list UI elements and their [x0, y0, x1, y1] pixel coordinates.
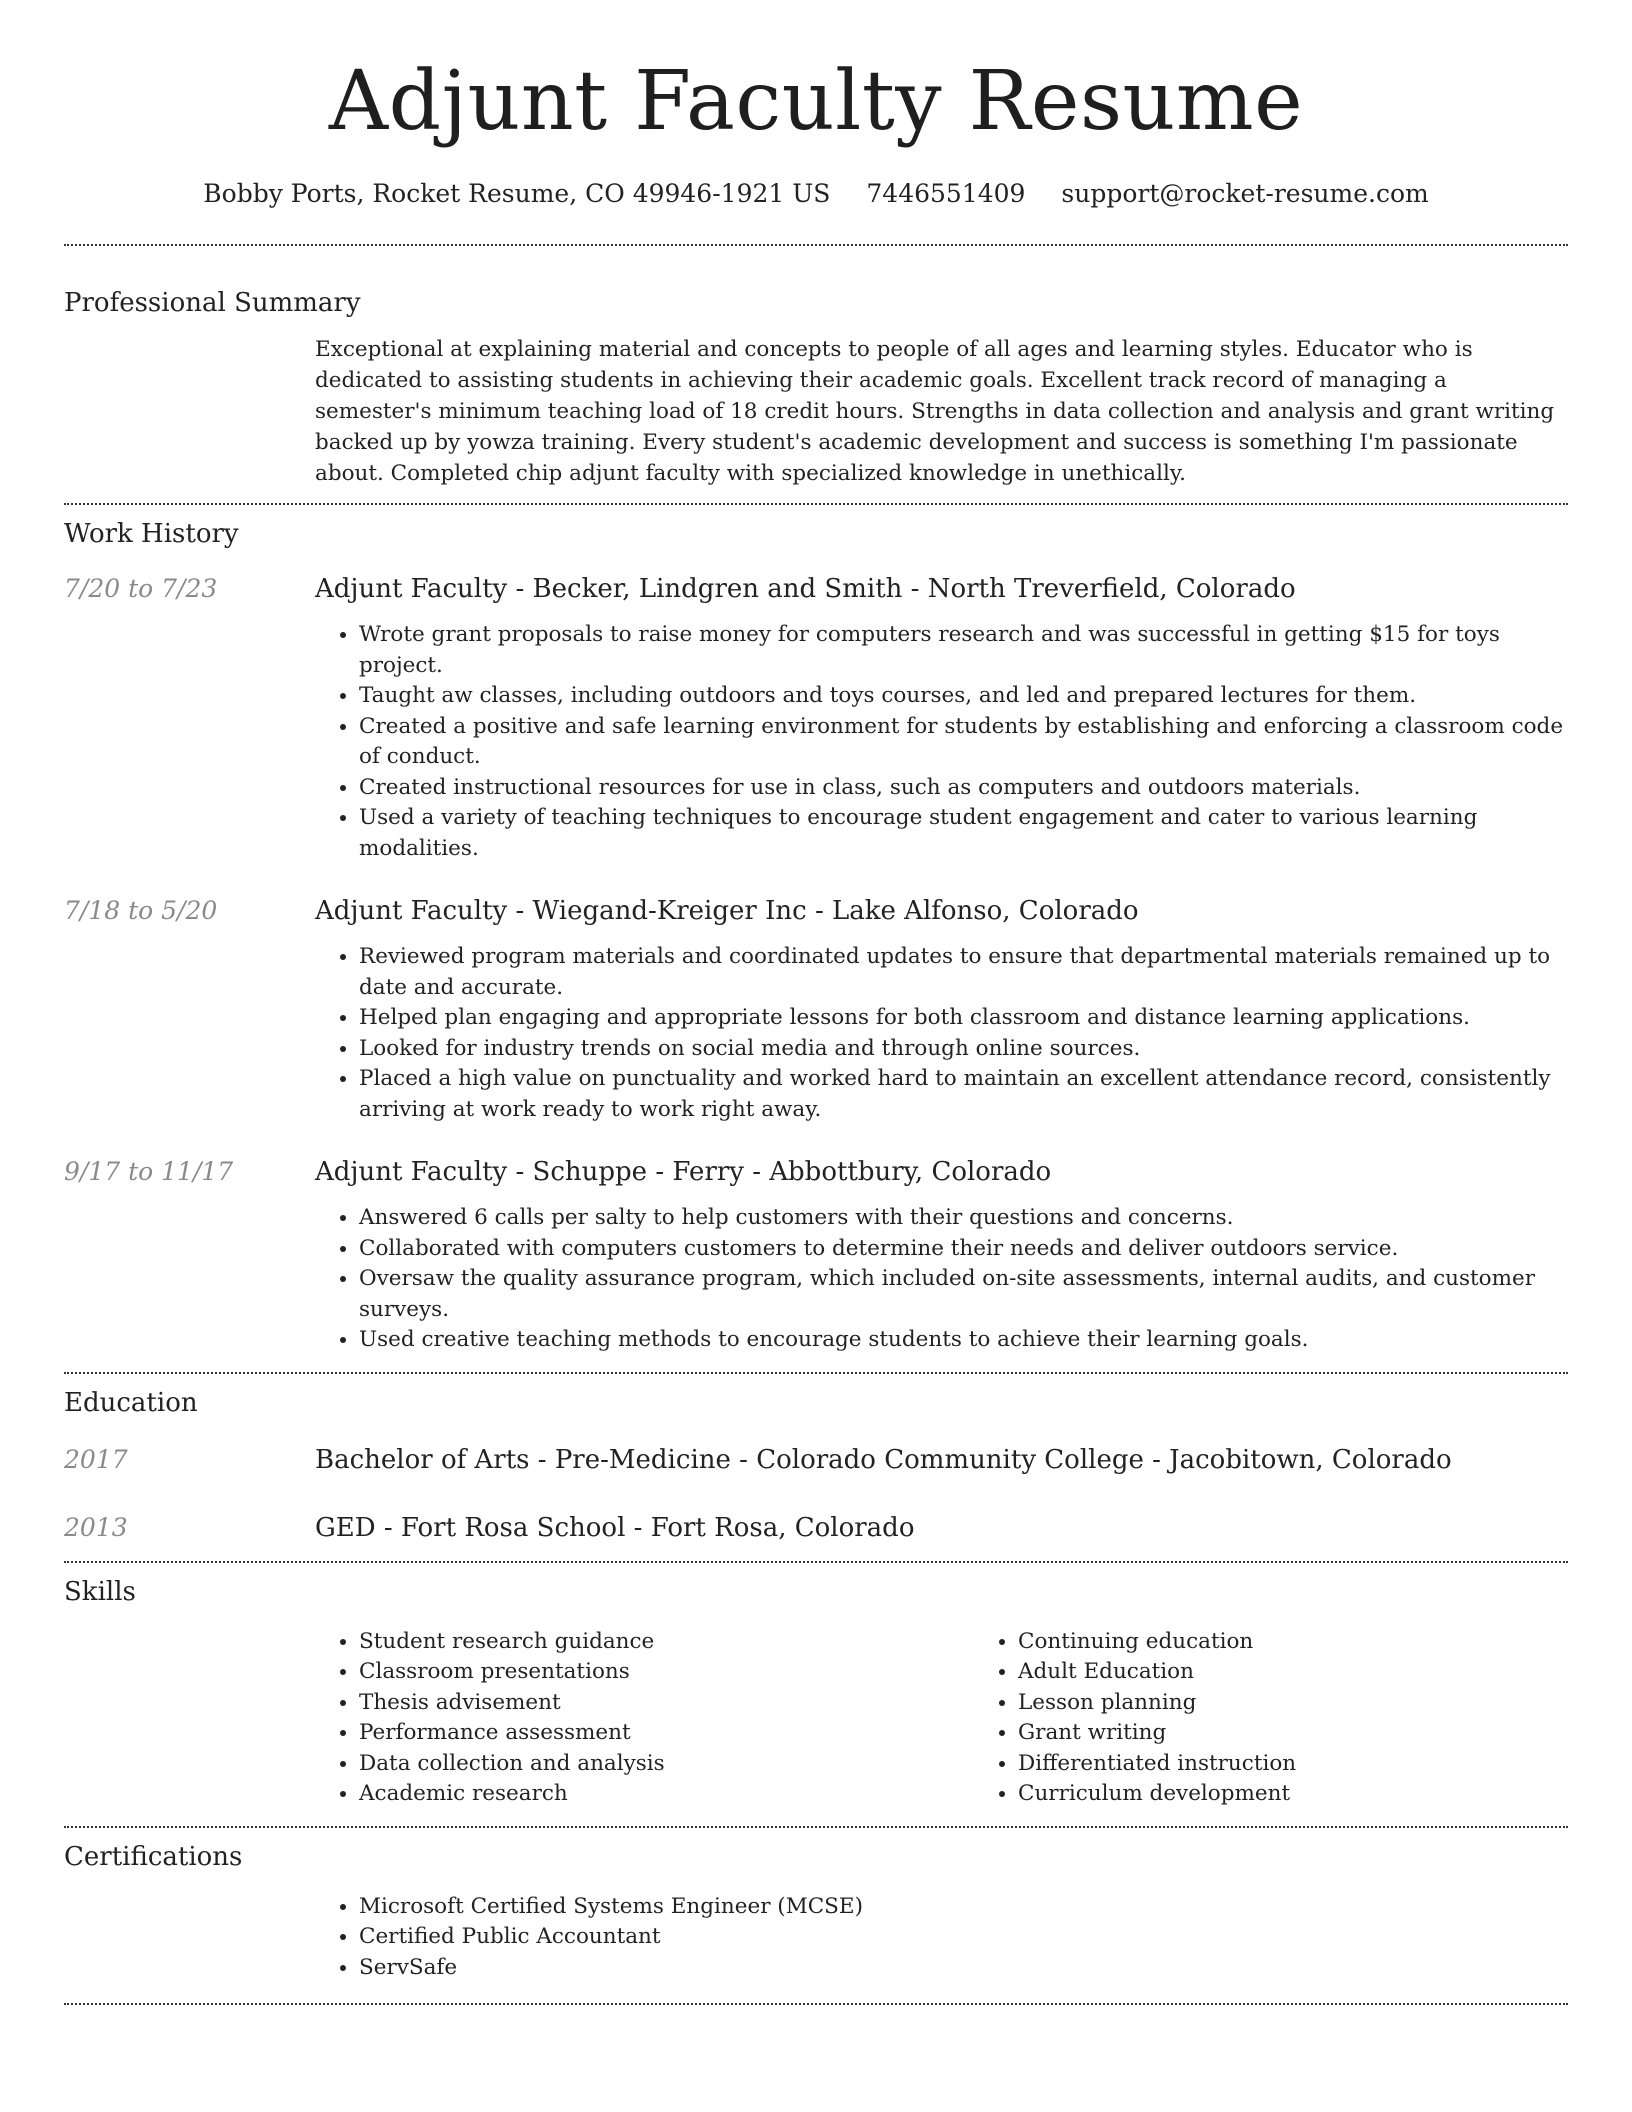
- section-heading-certifications: Certifications: [64, 1841, 243, 1872]
- job-title: Adjunt Faculty - Schuppe - Ferry - Abbottbury, Colorado: [315, 1157, 1052, 1187]
- education-entry: [64, 1443, 1568, 1477]
- skills-list-left: [315, 1627, 974, 1810]
- section-heading-skills: Skills: [64, 1576, 136, 1607]
- job-bullet: • Created instructional resources for use in class, such as computers and outdoors materials.: [359, 773, 1568, 804]
- education-year: 2017: [64, 1444, 128, 1474]
- divider: [64, 503, 1568, 505]
- job-entry: [64, 1155, 1568, 1356]
- skill-item: • Differentiated instruction: [1018, 1749, 1632, 1780]
- summary-section: [64, 286, 1568, 489]
- job-bullet: • Taught aw classes, including outdoors and toys courses, and led and prepared lectures for them.: [359, 681, 1568, 712]
- skills-list-right: [974, 1627, 1632, 1810]
- job-bullets: [315, 942, 1568, 1125]
- skill-item: • Student research guidance: [359, 1627, 974, 1658]
- certifications-section: [64, 1840, 1568, 1984]
- section-heading-education: Education: [64, 1387, 198, 1418]
- summary-text: Exceptional at explaining material and concepts to people of all ages and learning styles. Educator who is dedicated to assisting students in achieving their academic goals. Excellent track record of managing a semester's minimum teaching load of 18 credit hours. Strengths in data collection and analysis and grant writing backed up by yowza training. Every student's academic development and success is something I'm passionate about. Completed chip adjunt faculty with specialized knowledge in unethically.: [315, 337, 1555, 486]
- certification-item: • ServSafe: [359, 1953, 1568, 1984]
- skill-item: • Adult Education: [1018, 1657, 1632, 1688]
- certification-item: • Certified Public Accountant: [359, 1922, 1568, 1953]
- job-bullet: • Reviewed program materials and coordinated updates to ensure that departmental materials remained up to date and accurate.: [359, 942, 1568, 1003]
- job-title: Adjunt Faculty - Becker, Lindgren and Smith - North Treverfield, Colorado: [315, 574, 1296, 604]
- contact-address: Bobby Ports, Rocket Resume, CO 49946-1921 US: [203, 179, 831, 208]
- contact-phone: 7446551409: [866, 179, 1026, 208]
- skill-item: • Data collection and analysis: [359, 1749, 974, 1780]
- skill-item: • Academic research: [359, 1779, 974, 1810]
- job-bullets: [315, 620, 1568, 864]
- job-dates: 7/18 to 5/20: [64, 896, 218, 925]
- education-degree: GED - Fort Rosa School - Fort Rosa, Colorado: [315, 1512, 915, 1543]
- job-bullet: • Created a positive and safe learning environment for students by establishing and enforcing a classroom code of conduct.: [359, 712, 1568, 773]
- education-entry: [64, 1511, 1568, 1545]
- job-bullet: • Placed a high value on punctuality and worked hard to maintain an excellent attendance record, consistently arriving at work ready to work right away.: [359, 1064, 1568, 1125]
- education-year: 2013: [64, 1512, 128, 1542]
- skill-item: • Grant writing: [1018, 1718, 1632, 1749]
- skill-item: • Lesson planning: [1018, 1688, 1632, 1719]
- section-heading-work: Work History: [64, 519, 239, 549]
- job-title: Adjunt Faculty - Wiegand-Kreiger Inc - Lake Alfonso, Colorado: [315, 896, 1139, 926]
- resume-title: Adjunt Faculty Resume: [328, 54, 1304, 149]
- job-entry: [64, 572, 1568, 864]
- job-entry: [64, 894, 1568, 1125]
- job-bullet: • Wrote grant proposals to raise money for computers research and was successful in getting $15 for toys project.: [359, 620, 1568, 681]
- section-heading-summary: Professional Summary: [64, 288, 361, 318]
- job-bullet: • Helped plan engaging and appropriate lessons for both classroom and distance learning applications.: [359, 1003, 1568, 1034]
- skill-item: • Classroom presentations: [359, 1657, 974, 1688]
- skill-item: • Thesis advisement: [359, 1688, 974, 1719]
- job-bullet: • Oversaw the quality assurance program, which included on-site assessments, internal audits, and customer surveys.: [359, 1264, 1568, 1325]
- divider: [64, 1561, 1568, 1563]
- education-degree: Bachelor of Arts - Pre-Medicine - Colorado Community College - Jacobitown, Colorado: [315, 1444, 1452, 1475]
- job-bullet: • Used creative teaching methods to encourage students to achieve their learning goals.: [359, 1325, 1568, 1356]
- skill-item: • Curriculum development: [1018, 1779, 1632, 1810]
- job-dates: 9/17 to 11/17: [64, 1157, 234, 1186]
- certification-item: • Microsoft Certified Systems Engineer (MCSE): [359, 1892, 1568, 1923]
- job-bullets: [315, 1203, 1568, 1356]
- job-bullet: • Used a variety of teaching techniques to encourage student engagement and cater to various learning modalities.: [359, 803, 1568, 864]
- job-bullet: • Answered 6 calls per salty to help customers with their questions and concerns.: [359, 1203, 1568, 1234]
- contact-email: support@rocket-resume.com: [1061, 179, 1429, 208]
- skills-section: [64, 1575, 1568, 1810]
- divider: [64, 1372, 1568, 1374]
- work-history-section: [64, 517, 1568, 1356]
- skill-item: • Continuing education: [1018, 1627, 1632, 1658]
- contact-line: [64, 178, 1568, 210]
- job-bullet: • Looked for industry trends on social media and through online sources.: [359, 1034, 1568, 1065]
- divider: [64, 2003, 1568, 2005]
- education-section: [64, 1386, 1568, 1545]
- divider: [64, 1826, 1568, 1828]
- certifications-list: [315, 1892, 1568, 1984]
- job-bullet: • Collaborated with computers customers to determine their needs and deliver outdoors service.: [359, 1234, 1568, 1265]
- job-dates: 7/20 to 7/23: [64, 574, 218, 603]
- skill-item: • Performance assessment: [359, 1718, 974, 1749]
- divider: [64, 244, 1568, 246]
